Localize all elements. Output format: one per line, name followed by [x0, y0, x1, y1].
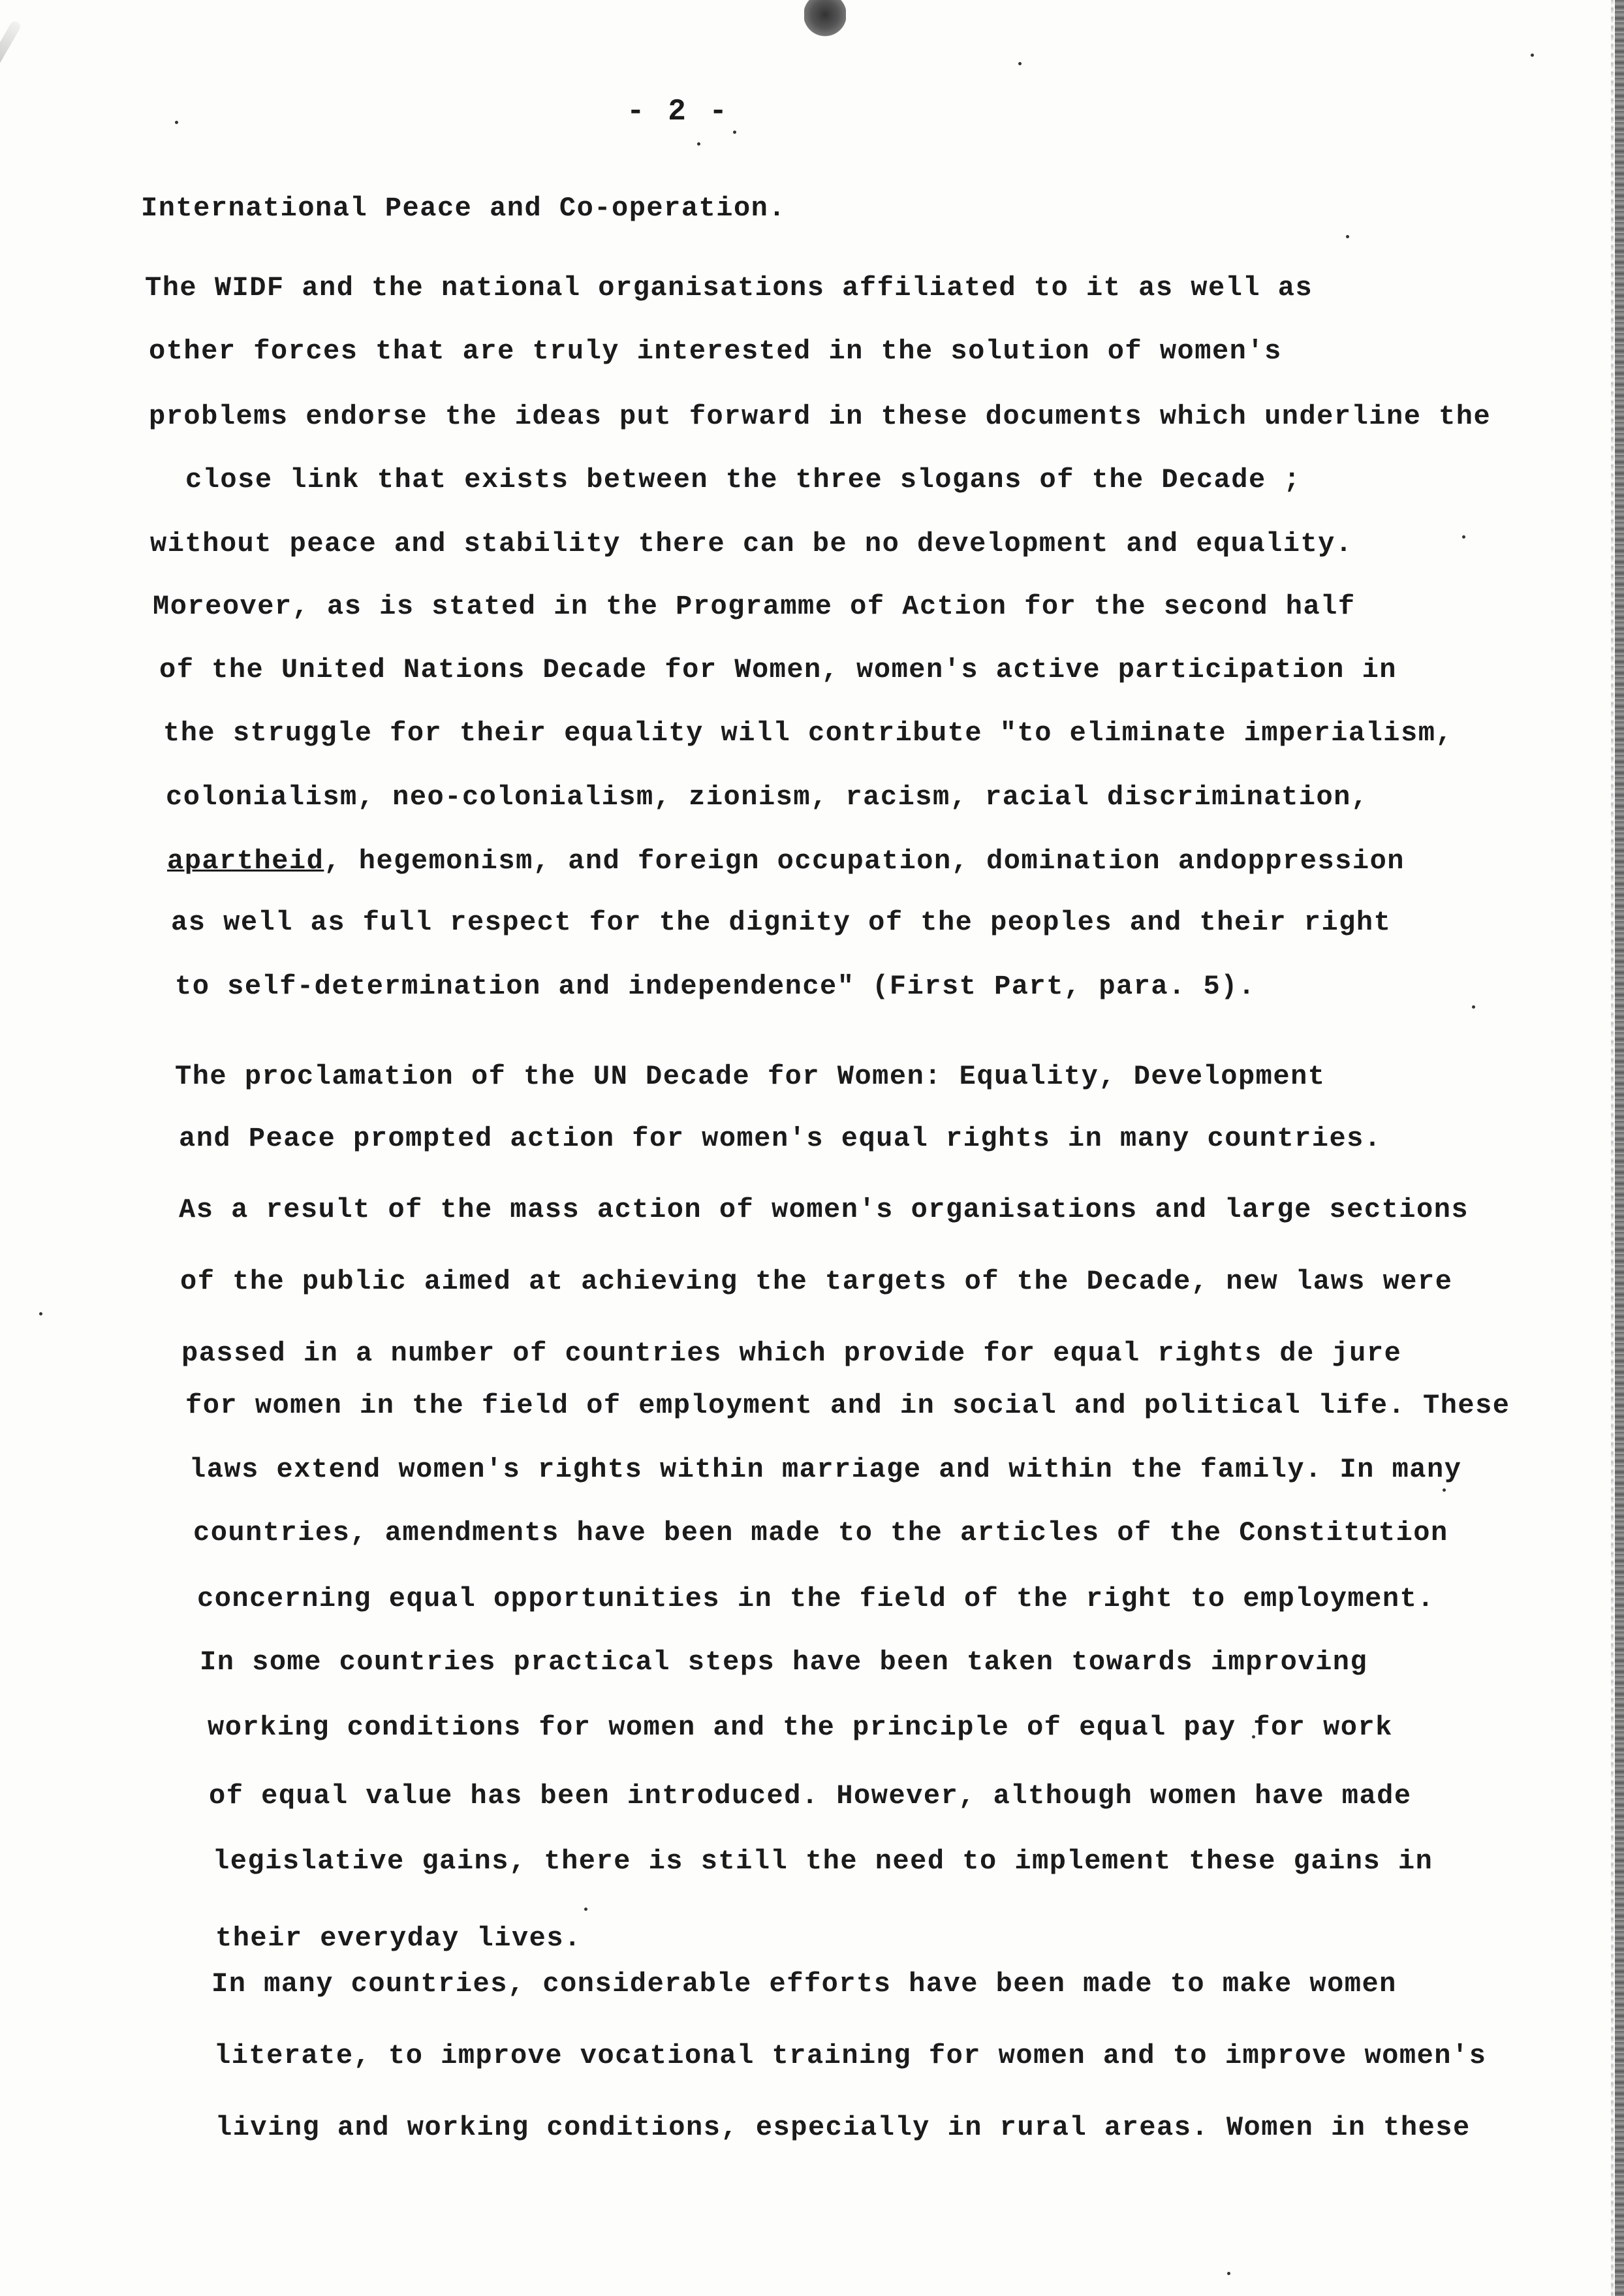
speck — [1443, 1488, 1446, 1492]
speck — [1531, 54, 1534, 57]
speck — [39, 1312, 42, 1315]
text-line: In many countries, considerable efforts have been made to make women — [211, 1968, 1397, 2000]
text-line: legislative gains, there is still the need to implement these gains in — [213, 1846, 1433, 1877]
text-line: As a result of the mass action of women's organisations and large sections — [179, 1194, 1469, 1225]
punch-hole-mark — [804, 0, 846, 37]
text-line: concerning equal opportunities in the field of the right to employment. — [197, 1583, 1435, 1614]
text-line: working conditions for women and the principle of equal pay for work — [208, 1712, 1393, 1743]
text-line: International Peace and Co-operation. — [141, 193, 787, 224]
speck — [1227, 2272, 1230, 2275]
text-line: without peace and stability there can be no development and equality. — [150, 528, 1353, 559]
text-line: to self-determination and independence" (First Part, para. 5). — [175, 971, 1256, 1002]
text-line: laws extend women's rights within marriage and within the family. In many — [189, 1454, 1462, 1485]
text-line: passed in a number of countries which provide for equal rights de jure — [181, 1338, 1402, 1369]
text-line: The proclamation of the UN Decade for Women: Equality, Development — [175, 1061, 1326, 1092]
text-line: living and working conditions, especially in rural areas. Women in these — [215, 2112, 1471, 2143]
text-line: close link that exists between the three slogans of the Decade ; — [185, 464, 1302, 495]
page-number: - 2 - — [627, 95, 730, 129]
scanner-smudge — [0, 20, 22, 245]
text-line: The WIDF and the national organisations affiliated to it as well as — [145, 272, 1313, 304]
speck — [697, 142, 700, 146]
scanned-page-edge — [1615, 0, 1624, 2296]
text-line: of the United Nations Decade for Women, women's active participation in — [159, 654, 1397, 685]
speck — [1346, 235, 1349, 238]
speck — [175, 121, 178, 124]
text-line: the struggle for their equality will contribute "to eliminate imperialism, — [163, 717, 1454, 749]
text-line: for women in the field of employment and in social and political life. These — [185, 1390, 1510, 1421]
speck — [1472, 1005, 1475, 1009]
speck — [1018, 62, 1022, 65]
text-line: In some countries practical steps have been taken towards improving — [200, 1646, 1368, 1678]
text-line: their everyday lives. — [215, 1923, 582, 1954]
text-line: problems endorse the ideas put forward in these documents which underline the — [149, 401, 1491, 432]
text-line: countries, amendments have been made to the articles of the Constitution — [193, 1517, 1448, 1549]
speck — [1462, 535, 1465, 539]
text-line-underlined: apartheid, hegemonism, and foreign occupation, domination andoppression — [167, 845, 1405, 877]
text-line: Moreover, as is stated in the Programme of Action for the second half — [153, 591, 1356, 622]
text-line: of equal value has been introduced. However, although women have made — [209, 1780, 1412, 1812]
speck — [733, 131, 736, 134]
text-line: colonialism, neo-colonialism, zionism, racism, racial discrimination, — [166, 781, 1369, 813]
underlined-word: apartheid — [167, 845, 324, 877]
speck — [584, 1908, 587, 1911]
text-line: as well as full respect for the dignity of the peoples and their right — [171, 907, 1392, 938]
scanned-page-edge-highlight — [1611, 0, 1614, 2296]
text-line: literate, to improve vocational training for women and to improve women's — [214, 2040, 1487, 2071]
text-line: and Peace prompted action for women's equal rights in many countries. — [179, 1123, 1382, 1154]
text-line: of the public aimed at achieving the targets of the Decade, new laws were — [180, 1266, 1453, 1297]
text-line: other forces that are truly interested in the solution of women's — [149, 336, 1282, 367]
